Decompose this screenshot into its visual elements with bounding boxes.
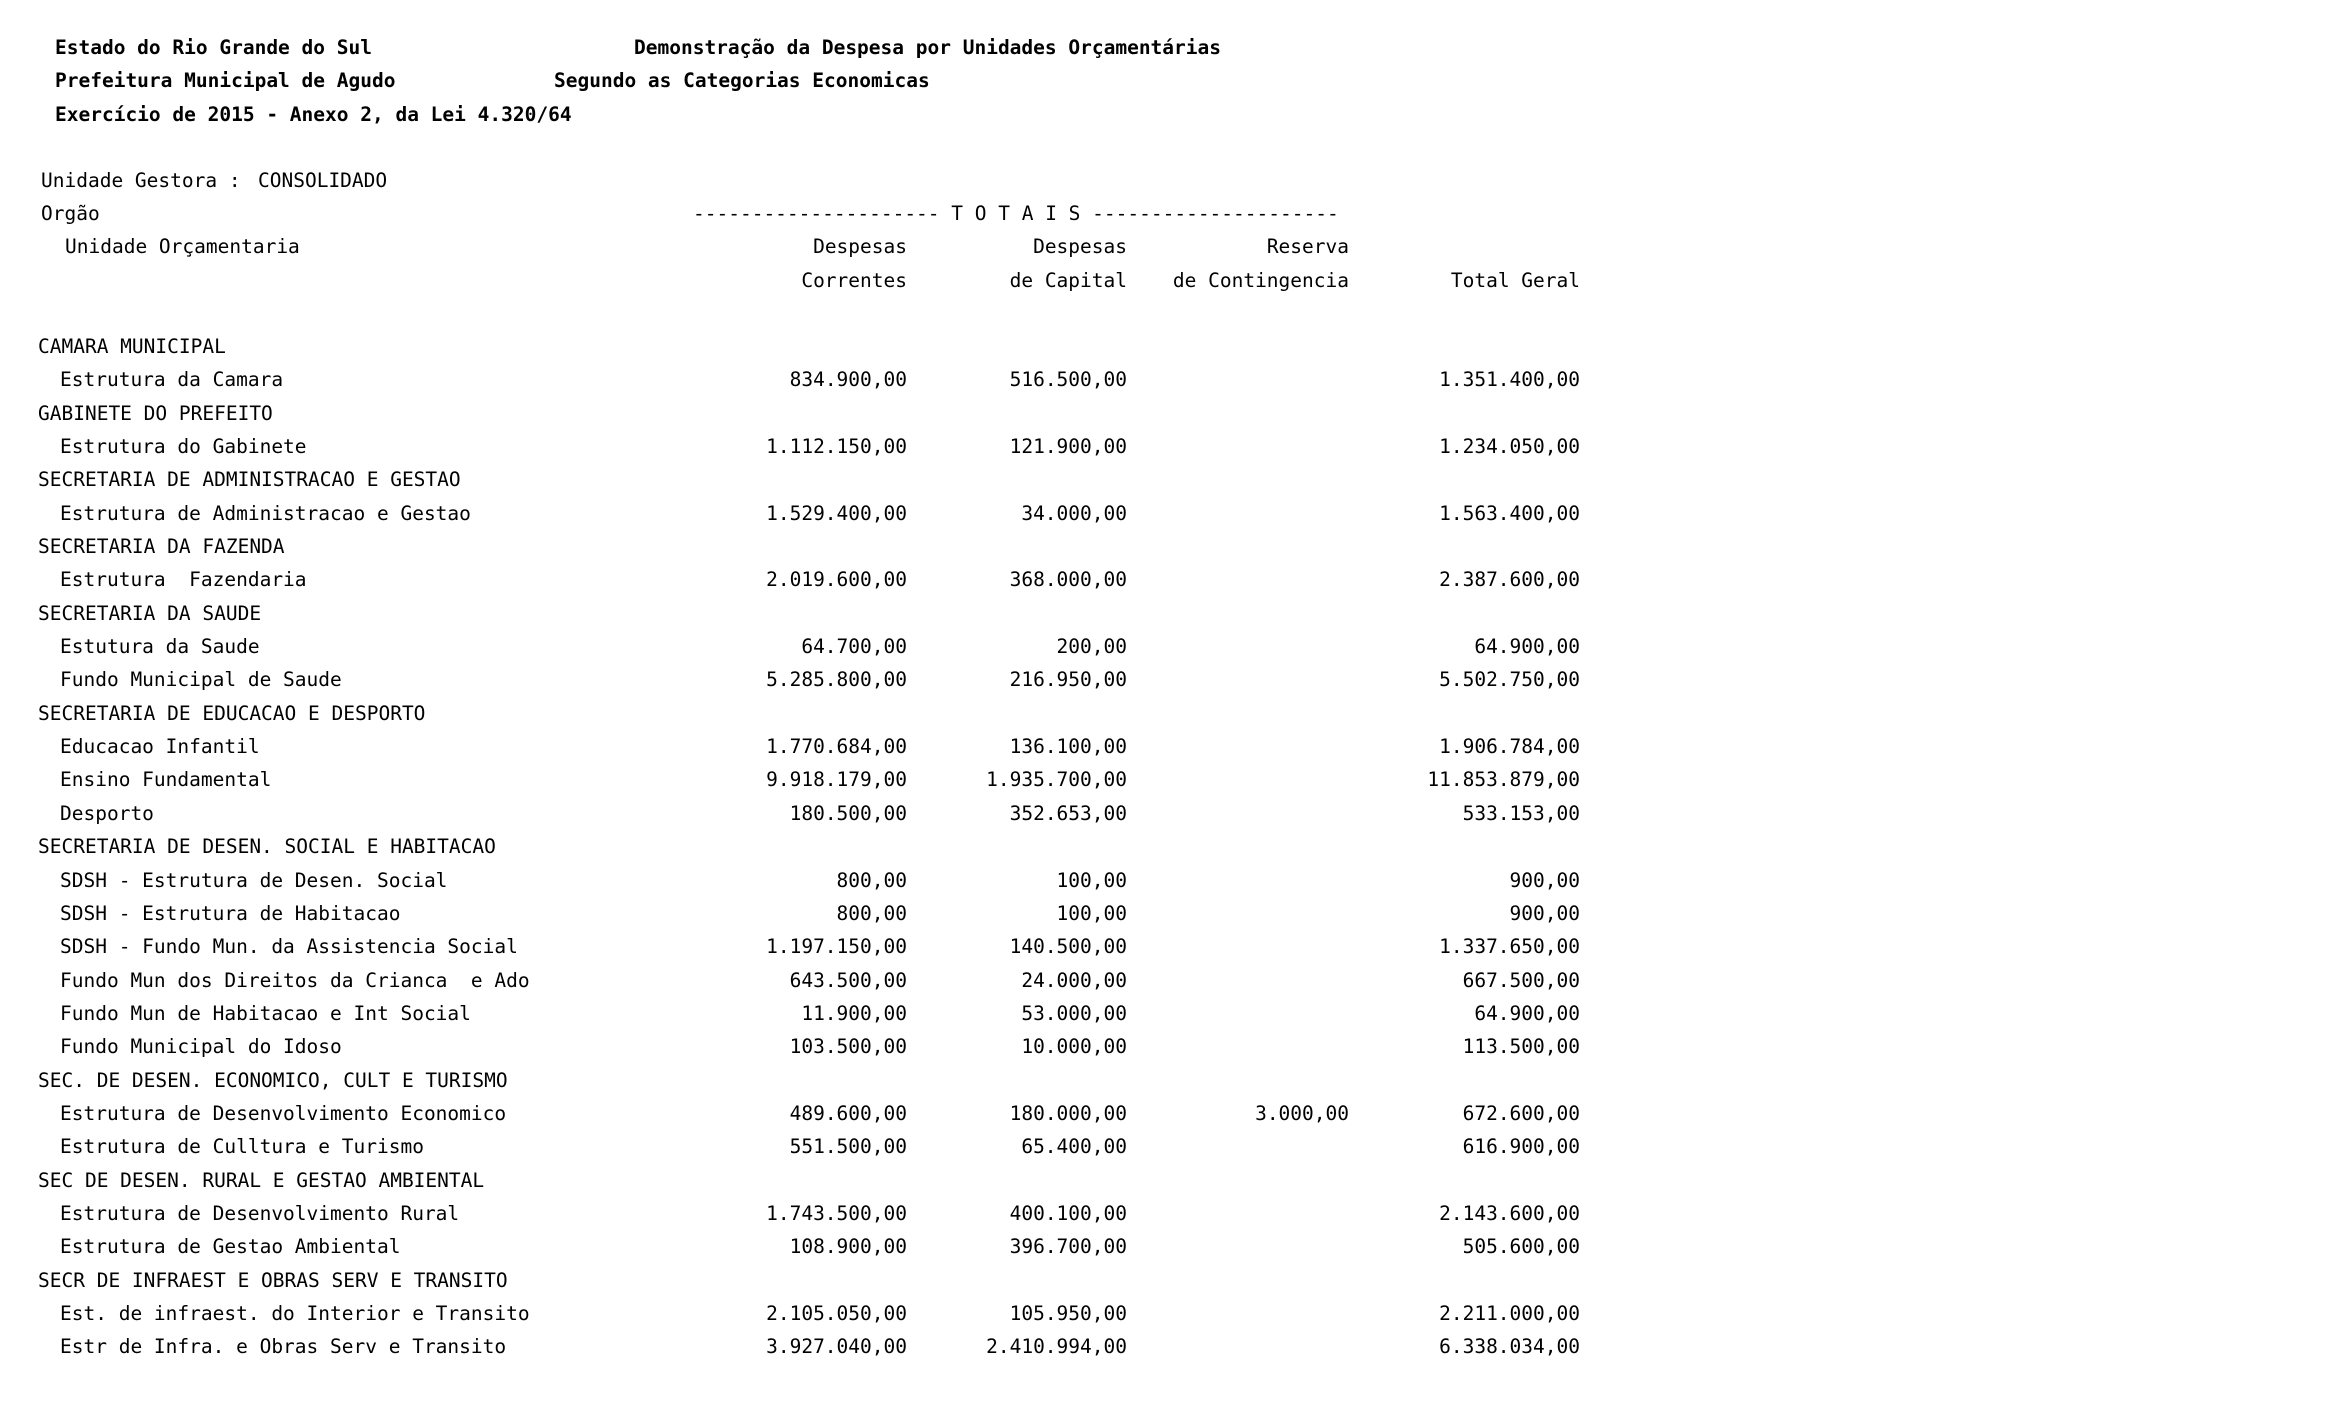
column-header-row-2 [0,264,1580,297]
total-geral-cell: 533.153,00 [1462,801,1580,825]
row-label: Estrutura de Desenvolvimento Economico [60,1101,507,1125]
despesas-capital-cell: 53.000,00 [1021,1001,1127,1025]
reserva-contingencia-cell [1127,330,1349,363]
despesas-capital-cell [907,463,1127,496]
total-geral-cell: 667.500,00 [1462,968,1580,992]
total-geral-cell: 1.563.400,00 [1439,501,1580,525]
despesas-correntes-cell: 5.285.800,00 [766,668,907,692]
table-row [0,930,1580,963]
table-row [0,797,1580,830]
despesas-capital-cell [907,397,1127,430]
despesas-capital-cell [907,530,1127,563]
row-label: Fundo Mun dos Direitos da Crianca e Ado [60,968,530,992]
reserva-contingencia-cell [1127,930,1349,963]
reserva-contingencia-cell [1127,864,1349,897]
total-geral-cell [1349,1164,1580,1197]
total-geral-cell: 2.143.600,00 [1439,1201,1580,1225]
column-header-row-1 [0,230,1580,263]
despesas-correntes-cell [700,597,907,630]
table-row [0,530,1580,563]
table-row [0,497,1580,530]
despesas-capital-cell: 34.000,00 [1021,501,1127,525]
reserva-contingencia-cell [1127,430,1349,463]
col-header-contingencia-line1: Reserva [1266,235,1349,258]
total-geral-cell: 672.600,00 [1462,1101,1580,1125]
total-geral-cell: 900,00 [1509,868,1580,892]
table-row [0,1230,1580,1263]
row-label: GABINETE DO PREFEITO [38,401,273,425]
col-header-capital-line2: de Capital [1009,269,1127,292]
despesas-correntes-cell [700,1064,907,1097]
row-label: Estrutura de Culltura e Turismo [60,1135,424,1159]
despesas-capital-cell: 10.000,00 [1021,1035,1127,1059]
table-row [0,897,1580,930]
reserva-contingencia-cell [1127,397,1349,430]
table-row [0,1197,1580,1230]
row-label: SDSH - Estrutura de Habitacao [60,901,401,925]
total-geral-cell: 2.211.000,00 [1439,1301,1580,1325]
total-geral-cell: 900,00 [1509,901,1580,925]
total-geral-cell: 113.500,00 [1462,1035,1580,1059]
total-geral-cell: 64.900,00 [1474,1001,1580,1025]
reserva-contingencia-cell [1127,497,1349,530]
row-label: Estrutura do Gabinete [60,435,307,459]
table-row [0,1164,1580,1197]
table-row [0,964,1580,997]
reserva-contingencia-cell [1127,630,1349,663]
report-subtitle: Segundo as Categorias Economicas [554,69,930,92]
table-row [0,1297,1580,1330]
row-label: Desporto [60,801,154,825]
despesas-correntes-cell: 3.927.040,00 [766,1335,907,1359]
row-label: Est. de infraest. do Interior e Transito [60,1301,530,1325]
despesas-capital-cell: 352.653,00 [1009,801,1127,825]
row-label: Educacao Infantil [60,735,260,759]
reserva-contingencia-cell [1127,797,1349,830]
totais-divider: --------------------- T O T A I S --------------------- [693,202,1339,225]
despesas-capital-cell: 396.700,00 [1009,1235,1127,1259]
total-geral-cell: 1.351.400,00 [1439,368,1580,392]
row-label: Estr de Infra. e Obras Serv e Transito [60,1335,507,1359]
table-row [0,763,1580,796]
total-geral-cell [1349,1264,1580,1297]
despesas-capital-cell: 180.000,00 [1009,1101,1127,1125]
row-label: Estutura da Saude [60,635,260,659]
reserva-contingencia-cell [1127,1030,1349,1063]
table-row [0,363,1580,396]
despesas-correntes-cell [700,1264,907,1297]
total-geral-cell: 1.234.050,00 [1439,435,1580,459]
despesas-capital-cell: 1.935.700,00 [986,768,1127,792]
total-geral-cell [1349,530,1580,563]
table-row [0,1264,1580,1297]
reserva-contingencia-cell [1127,964,1349,997]
row-label: Fundo Municipal de Saude [60,668,342,692]
row-label: Estrutura de Gestao Ambiental [60,1235,401,1259]
despesas-capital-cell: 100,00 [1056,901,1127,925]
reserva-contingencia-cell [1127,597,1349,630]
table-row [0,597,1580,630]
col-header-total-line2: Total Geral [1450,269,1580,292]
despesas-capital-cell: 136.100,00 [1009,735,1127,759]
table-row [0,430,1580,463]
row-label: Estrutura da Camara [60,368,284,392]
despesas-correntes-cell [700,397,907,430]
despesas-correntes-cell [700,1164,907,1197]
reserva-contingencia-cell [1127,1264,1349,1297]
table-row [0,330,1580,363]
despesas-correntes-cell: 180.500,00 [789,801,907,825]
col-header-capital-line1: Despesas [1033,235,1127,258]
despesas-capital-cell: 400.100,00 [1009,1201,1127,1225]
total-geral-cell: 6.338.034,00 [1439,1335,1580,1359]
reserva-contingencia-cell [1127,1230,1349,1263]
reserva-contingencia-cell [1127,363,1349,396]
unidade-gestora-label: Unidade Gestora : [41,169,241,192]
reserva-contingencia-cell [1127,1330,1349,1363]
table-row [0,630,1580,663]
despesas-capital-cell [907,330,1127,363]
unidade-gestora-value: CONSOLIDADO [258,169,388,192]
total-geral-cell: 616.900,00 [1462,1135,1580,1159]
row-label: SECRETARIA DA FAZENDA [38,535,285,559]
state-name: Estado do Rio Grande do Sul [55,36,372,59]
table-row [0,463,1580,496]
reserva-contingencia-cell [1127,1164,1349,1197]
table-row [0,397,1580,430]
reserva-contingencia-cell [1127,1064,1349,1097]
table-row [0,663,1580,696]
municipality-name: Prefeitura Municipal de Agudo [55,69,396,92]
reserva-contingencia-cell [1127,530,1349,563]
table-row [0,830,1580,863]
table-row [0,697,1580,730]
total-geral-cell: 1.337.650,00 [1439,935,1580,959]
col-header-total-line1 [1349,230,1580,263]
row-label: SECRETARIA DE ADMINISTRACAO E GESTAO [38,468,461,492]
despesas-correntes-cell [700,830,907,863]
row-label: Fundo Municipal do Idoso [60,1035,342,1059]
despesas-capital-cell: 516.500,00 [1009,368,1127,392]
row-label: Ensino Fundamental [60,768,272,792]
total-geral-cell: 1.906.784,00 [1439,735,1580,759]
table-row [0,1064,1580,1097]
reserva-contingencia-cell: 3.000,00 [1255,1101,1349,1125]
despesas-capital-cell: 368.000,00 [1009,568,1127,592]
table-row [0,1330,1580,1363]
despesas-capital-cell: 105.950,00 [1009,1301,1127,1325]
despesas-correntes-cell: 489.600,00 [789,1101,907,1125]
table-row [0,997,1580,1030]
despesas-capital-cell [907,697,1127,730]
total-geral-cell: 11.853.879,00 [1427,768,1580,792]
despesas-correntes-cell [700,697,907,730]
despesas-capital-cell: 65.400,00 [1021,1135,1127,1159]
despesas-correntes-cell: 11.900,00 [801,1001,907,1025]
row-label: SDSH - Fundo Mun. da Assistencia Social [60,935,518,959]
despesas-correntes-cell: 103.500,00 [789,1035,907,1059]
total-geral-cell [1349,830,1580,863]
despesas-correntes-cell: 834.900,00 [789,368,907,392]
despesas-correntes-cell: 643.500,00 [789,968,907,992]
reserva-contingencia-cell [1127,563,1349,596]
total-geral-cell: 5.502.750,00 [1439,668,1580,692]
reserva-contingencia-cell [1127,997,1349,1030]
despesas-capital-cell: 200,00 [1056,635,1127,659]
reserva-contingencia-cell [1127,697,1349,730]
despesas-capital-cell: 2.410.994,00 [986,1335,1127,1359]
despesas-correntes-cell: 9.918.179,00 [766,768,907,792]
despesas-capital-cell: 121.900,00 [1009,435,1127,459]
orgao-label: Orgão [41,202,100,225]
row-label: Estrutura Fazendaria [60,568,307,592]
total-geral-cell: 505.600,00 [1462,1235,1580,1259]
despesas-correntes-cell: 800,00 [836,901,907,925]
row-label: SEC DE DESEN. RURAL E GESTAO AMBIENTAL [38,1168,485,1192]
row-label: Fundo Mun de Habitacao e Int Social [60,1001,471,1025]
row-label: SECR DE INFRAEST E OBRAS SERV E TRANSITO [38,1268,508,1292]
reserva-contingencia-cell [1127,763,1349,796]
total-geral-cell [1349,463,1580,496]
reserva-contingencia-cell [1127,830,1349,863]
total-geral-cell: 64.900,00 [1474,635,1580,659]
despesas-capital-cell [907,830,1127,863]
row-label: SDSH - Estrutura de Desen. Social [60,868,448,892]
despesas-capital-cell: 100,00 [1056,868,1127,892]
despesas-correntes-cell: 551.500,00 [789,1135,907,1159]
table-row [0,1097,1580,1130]
table-row [0,563,1580,596]
despesas-correntes-cell [700,330,907,363]
despesas-capital-cell: 216.950,00 [1009,668,1127,692]
exercise-line: Exercício de 2015 - Anexo 2, da Lei 4.320/64 [55,103,572,126]
despesas-correntes-cell: 2.105.050,00 [766,1301,907,1325]
reserva-contingencia-cell [1127,730,1349,763]
despesas-correntes-cell: 800,00 [836,868,907,892]
col-header-correntes-line1: Despesas [813,235,907,258]
row-label: Estrutura de Administracao e Gestao [60,501,471,525]
row-label: SECRETARIA DE EDUCACAO E DESPORTO [38,701,426,725]
table-row [0,1130,1580,1163]
row-label: SECRETARIA DE DESEN. SOCIAL E HABITACAO [38,835,496,859]
despesas-correntes-cell: 1.197.150,00 [766,935,907,959]
row-label: Estrutura de Desenvolvimento Rural [60,1201,460,1225]
col-header-correntes-line2: Correntes [801,269,907,292]
unidade-orcamentaria-label: Unidade Orçamentaria [65,235,300,258]
table-row [0,730,1580,763]
reserva-contingencia-cell [1127,663,1349,696]
despesas-correntes-cell [700,530,907,563]
reserva-contingencia-cell [1127,1297,1349,1330]
column-header-spacer [0,264,700,297]
despesas-correntes-cell: 108.900,00 [789,1235,907,1259]
reserva-contingencia-cell [1127,1130,1349,1163]
despesas-capital-cell [907,1064,1127,1097]
row-label: SECRETARIA DA SAUDE [38,601,262,625]
reserva-contingencia-cell [1127,897,1349,930]
despesas-capital-cell [907,597,1127,630]
table-row [0,864,1580,897]
row-label: CAMARA MUNICIPAL [38,335,226,358]
col-header-contingencia-line2: de Contingencia [1172,269,1349,292]
total-geral-cell [1349,1064,1580,1097]
despesas-capital-cell: 24.000,00 [1021,968,1127,992]
row-label: SEC. DE DESEN. ECONOMICO, CULT E TURISMO [38,1068,508,1092]
reserva-contingencia-cell [1127,463,1349,496]
despesas-capital-cell [907,1164,1127,1197]
despesas-correntes-cell: 1.743.500,00 [766,1201,907,1225]
despesas-capital-cell [907,1264,1127,1297]
despesas-correntes-cell: 1.112.150,00 [766,435,907,459]
reserva-contingencia-cell [1127,1197,1349,1230]
despesas-correntes-cell: 2.019.600,00 [766,568,907,592]
total-geral-cell [1349,697,1580,730]
total-geral-cell [1349,330,1580,363]
despesas-correntes-cell: 64.700,00 [801,635,907,659]
despesas-correntes-cell [700,463,907,496]
expense-table [0,330,1580,1364]
report-title: Demonstração da Despesa por Unidades Orçamentárias [634,36,1221,59]
total-geral-cell [1349,397,1580,430]
total-geral-cell [1349,597,1580,630]
total-geral-cell: 2.387.600,00 [1439,568,1580,592]
despesas-correntes-cell: 1.770.684,00 [766,735,907,759]
table-row [0,1030,1580,1063]
despesas-correntes-cell: 1.529.400,00 [766,501,907,525]
despesas-capital-cell: 140.500,00 [1009,935,1127,959]
